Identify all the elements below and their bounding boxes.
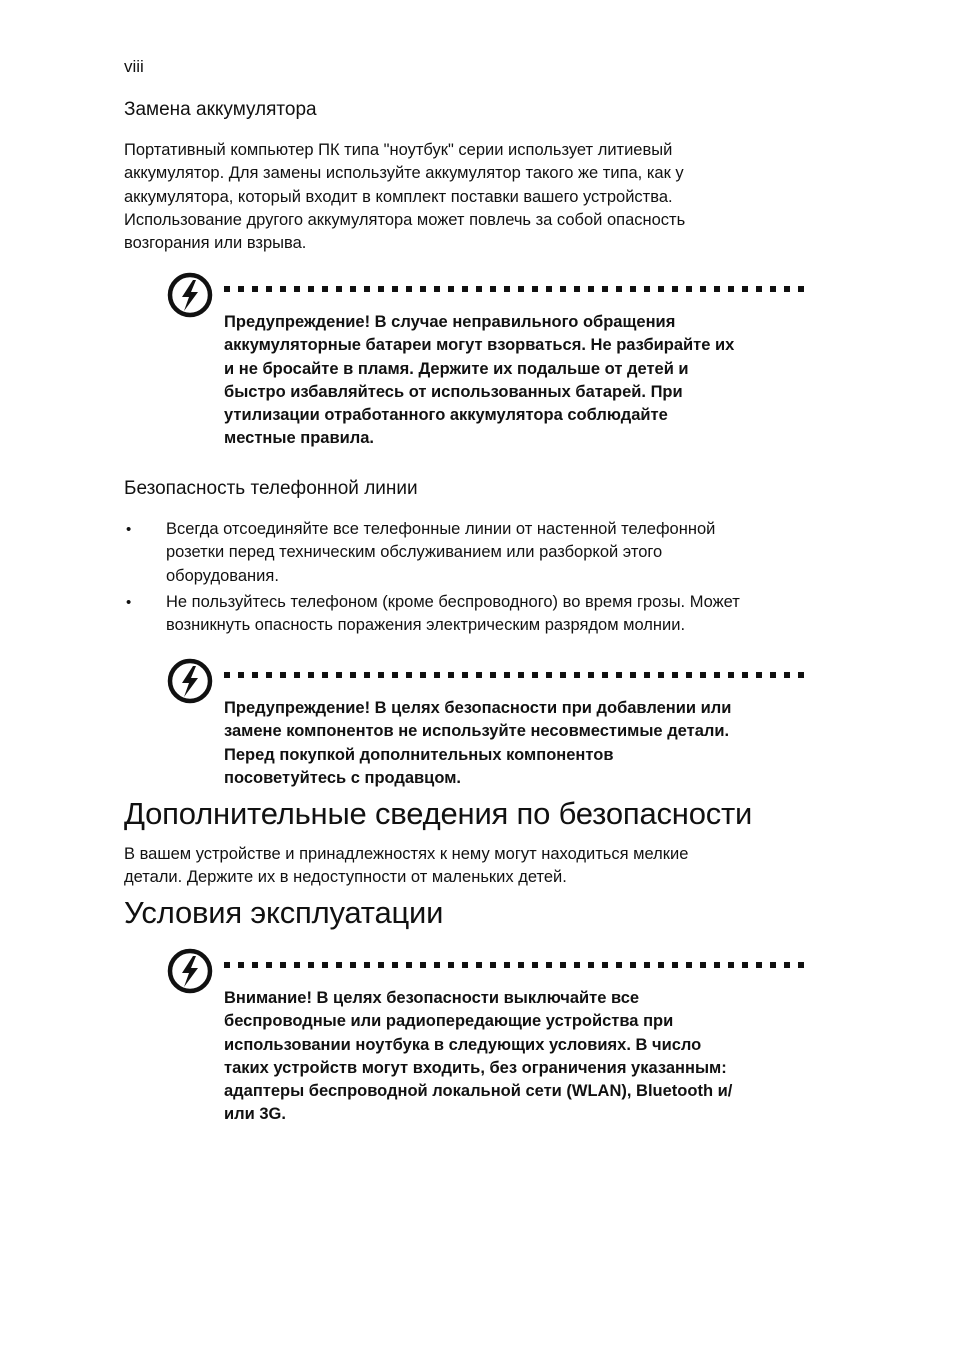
dotted-separator: [224, 962, 808, 968]
text-line: оборудования.: [166, 566, 279, 585]
operating-heading: Условия эксплуатации: [124, 895, 444, 930]
lightning-warning-icon: [166, 271, 214, 319]
lightning-warning-icon: [166, 657, 214, 705]
text-line: быстро избавляйтесь от использованных батарей. При: [224, 382, 683, 401]
text-line: Перед покупкой дополнительных компонентов: [224, 745, 614, 764]
text-line: В вашем устройстве и принадлежностях к нему могут находиться мелкие: [124, 845, 689, 863]
list-item: [124, 518, 824, 588]
text-line: таких устройств могут входить, без ограничения указанным:: [224, 1058, 727, 1077]
text-line: или 3G.: [224, 1105, 286, 1124]
text-line: Внимание! В целях безопасности выключайте все: [224, 989, 640, 1007]
text-line: возникнуть опасность поражения электрическим разрядом молнии.: [166, 616, 686, 635]
text-line: местные правила.: [224, 429, 374, 448]
text-line: Предупреждение! В целях безопасности при добавлении или: [224, 699, 732, 717]
text-line: использовании ноутбука в следующих условиях. В число: [224, 1035, 702, 1054]
dotted-separator: [224, 286, 808, 292]
phone-bullet-list: [124, 518, 824, 640]
text-line: утилизации отработанного аккумулятора соблюдайте: [224, 406, 668, 425]
text-line: замене компонентов не используйте несовместимые детали.: [224, 722, 730, 741]
text-line: Всегда отсоединяйте все телефонные линии от настенной телефонной: [166, 520, 716, 538]
dotted-separator: [224, 672, 808, 678]
text-line: аккумулятора, который входит в комплект поставки вашего устройства.: [124, 187, 673, 206]
text-line: Портативный компьютер ПК типа "ноутбук" серии использует литиевый: [124, 141, 673, 159]
text-line: Не пользуйтесь телефоном (кроме беспроводного) во время грозы. Может: [166, 592, 740, 611]
text-line: беспроводные или радиопередающие устройства при: [224, 1012, 674, 1031]
warning-text: [224, 987, 804, 1127]
warning-text: [224, 697, 804, 790]
text-line: розетки перед техническим обслуживанием или разборкой этого: [166, 543, 663, 562]
text-line: и не бросайте в пламя. Держите их подальше от детей и: [224, 359, 689, 378]
additional-heading: Дополнительные сведения по безопасности: [124, 796, 753, 831]
text-line: Предупреждение! В случае неправильного обращения: [224, 313, 676, 331]
text-line: детали. Держите их в недоступности от маленьких детей.: [124, 868, 567, 887]
text-line: посоветуйтесь с продавцом.: [224, 768, 461, 787]
battery-heading: Замена аккумулятора: [124, 99, 317, 120]
text-line: возгорания или взрыва.: [124, 234, 307, 253]
page-number: viii: [124, 57, 144, 76]
text-line: аккумулятор. Для замены используйте аккумулятор такого же типа, как у: [124, 164, 684, 183]
warning-text: [224, 311, 804, 451]
lightning-warning-icon: [166, 947, 214, 995]
bullet-icon: •: [126, 593, 132, 611]
bullet-icon: •: [126, 521, 132, 538]
list-item: [124, 591, 824, 638]
additional-paragraph: [124, 843, 824, 890]
text-line: Использование другого аккумулятора может повлечь за собой опасность: [124, 210, 686, 229]
text-line: адаптеры беспроводной локальной сети (WLAN), Bluetooth и/: [224, 1082, 733, 1101]
battery-paragraph: [124, 139, 824, 255]
text-line: аккумуляторные батареи могут взорваться. Не разбирайте их: [224, 336, 735, 355]
phone-heading: Безопасность телефонной линии: [124, 478, 418, 499]
